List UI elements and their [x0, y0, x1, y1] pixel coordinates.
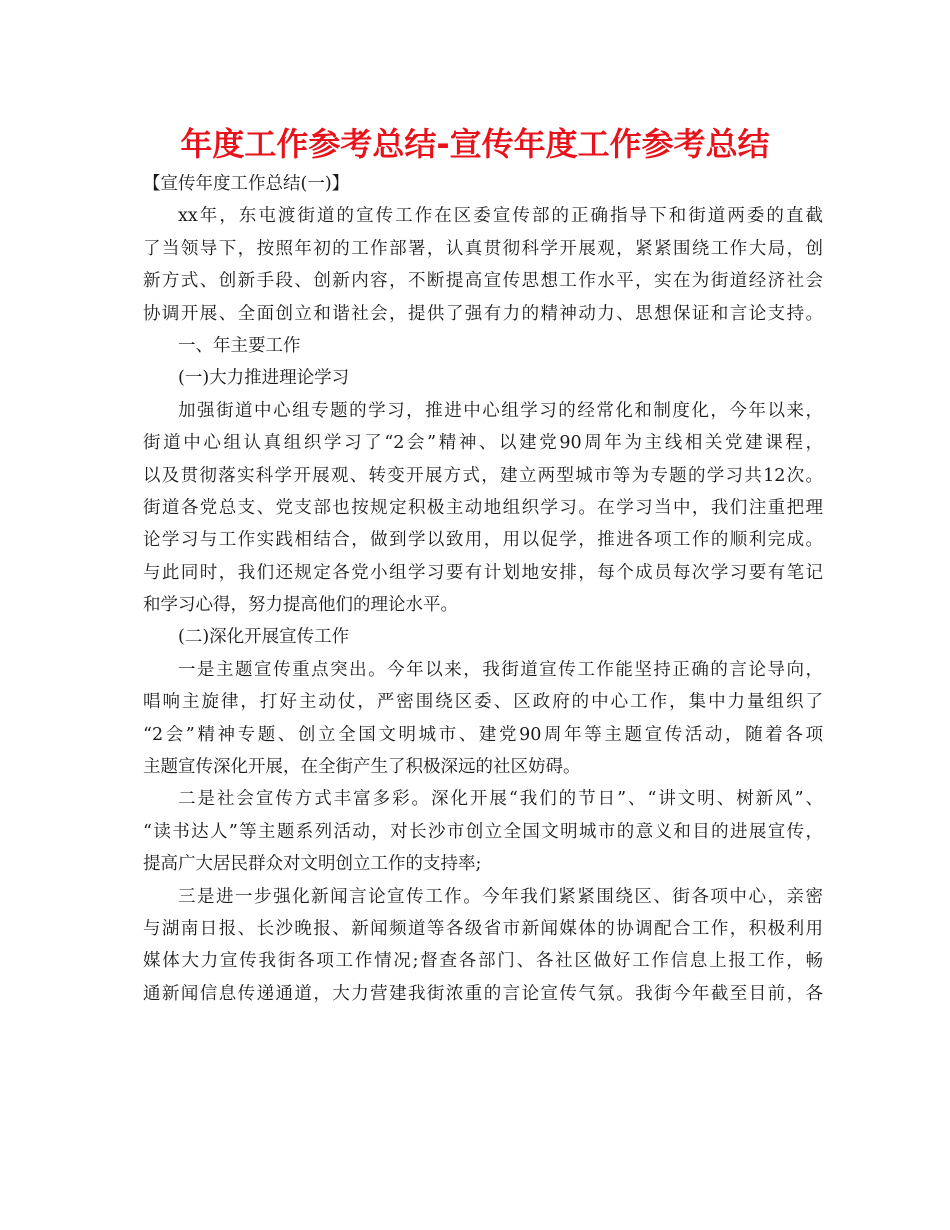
text-line: 街道各党总支、党支部也按规定积极主动地组织学习。在学习当中，我们注重把理: [143, 497, 823, 518]
text-line: 一、年主要工作: [178, 335, 301, 356]
text-line: 一是主题宣传重点突出。今年以来，我街道宣传工作能坚持正确的言论导向，: [178, 659, 823, 680]
text-line: 以及贯彻落实科学开展观、转变开展方式，建立两型城市等为专题的学习共12次。: [143, 465, 823, 486]
text-line: 论学习与工作实践相结合，做到学以致用，用以促学，推进各项工作的顺利完成。: [143, 530, 823, 551]
text-line: “读书达人”等主题系列活动，对长沙市创立全国文明城市的意义和目的进展宣传，: [143, 821, 823, 842]
text-line: 和学习心得，努力提高他们的理论水平。: [143, 595, 458, 616]
text-line: 与湖南日报、长沙晚报、新闻频道等各级省市新闻媒体的协调配合工作，积极利用: [143, 918, 823, 939]
text-line: 加强街道中心组专题的学习，推进中心组学习的经常化和制度化，今年以来，: [178, 400, 823, 421]
text-line: 主题宣传深化开展，在全街产生了积极深远的社区妨碍。: [143, 757, 581, 778]
text-line: 街道中心组认真组织学习了“2会”精神、以建党90周年为主线相关党建课程，: [143, 433, 823, 454]
text-line: 了当领导下，按照年初的工作部署，认真贯彻科学开展观，紧紧围绕工作大局，创: [143, 238, 823, 259]
text-line: 与此同时，我们还规定各党小组学习要有计划地安排，每个成员每次学习要有笔记: [143, 562, 823, 583]
text-line: 三是进一步强化新闻言论宣传工作。今年我们紧紧围绕区、街各项中心，亲密: [178, 886, 823, 907]
text-line: 新方式、创新手段、创新内容，不断提高宣传思想工作水平，实在为街道经济社会: [143, 271, 823, 292]
document-body: [143, 168, 823, 1010]
text-line: 协调开展、全面创立和谐社会，提供了强有力的精神动力、思想保证和言论支持。: [143, 303, 823, 324]
text-line: “2会”精神专题、创立全国文明城市、建党90周年等主题宣传活动，随着各项: [143, 724, 823, 745]
text-line: 二是社会宣传方式丰富多彩。深化开展“我们的节日”、“讲文明、树新风”、: [178, 789, 823, 810]
text-line: 唱响主旋律，打好主动仗，严密围绕区委、区政府的中心工作，集中力量组织了: [143, 692, 823, 713]
document-title: 年度工作参考总结-宣传年度工作参考总结: [180, 125, 770, 163]
text-line: xx年，东屯渡街道的宣传工作在区委宣传部的正确指导下和街道两委的直截: [178, 206, 823, 227]
text-line: (二)深化开展宣传工作: [178, 627, 350, 648]
text-line: 通新闻信息传递通道，大力营建我街浓重的言论宣传气氛。我街今年截至目前，各: [143, 983, 823, 1004]
text-line: (一)大力推进理论学习: [178, 368, 350, 389]
text-line: 提高广大居民群众对文明创立工作的支持率;: [143, 854, 482, 875]
text-line: 【宣传年度工作总结(一)】: [143, 174, 350, 194]
text-line: 媒体大力宣传我街各项工作情况;督查各部门、各社区做好工作信息上报工作，畅: [143, 951, 823, 972]
